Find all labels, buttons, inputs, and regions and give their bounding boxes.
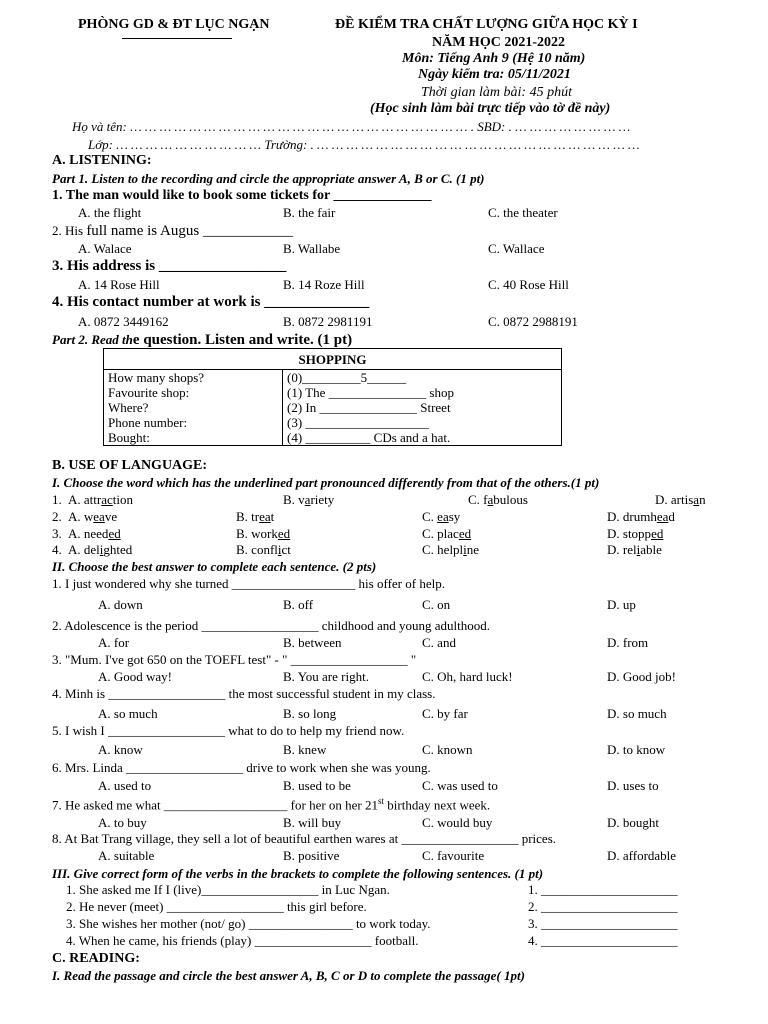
question-text: 4. When he came, his friends (play) __________________ football. [66,933,419,948]
word-part: riety [310,492,335,507]
table-cell: Favourite shop: [104,385,283,400]
word-part: B. confl [236,542,278,557]
superscript: st [378,796,385,806]
section-listening-heading: A. LISTENING: [52,153,152,168]
listening-part1-instruction: Part 1. Listen to the recording and circle the appropriate answer A, B or C. (1 pt) [52,171,485,186]
underlined-part: ea [437,509,449,524]
underlined-part: ea [93,509,105,524]
table-cell: Where? [104,400,283,415]
reading-part1-instruction: I. Read the passage and circle the best answer A, B, C or D to complete the passage( 1pt) [52,968,525,983]
table-cell: Bought: [104,430,283,446]
exam-title: ĐỀ KIỂM TRA CHẤT LƯỢNG GIỮA HỌC KỲ I [335,17,638,32]
answer-option[interactable]: B. off [283,597,314,612]
section-reading-heading: C. READING: [52,951,140,966]
student-class-line: Lớp: … … … … … … … … … … Trường: . … … … … … … … … … … … … … … … … … … … … … … [88,137,640,152]
underlined-part: ed [651,526,664,541]
table-cell: (1) The _______________ shop [283,385,562,400]
word-part: C. [422,509,438,524]
answer-option: A. 0872 3449162 [78,314,169,329]
underlined-part: i [99,542,104,557]
answer-option[interactable]: B. You are right. [283,669,369,684]
word-part: sy [448,509,461,524]
question-text [52,797,490,811]
question-text: 4. Minh is __________________ the most successful student in my class. [52,686,436,701]
answer-option[interactable]: A. to buy [98,815,147,830]
table-row [104,415,562,430]
language-part1-instruction: I. Choose the word which has the underlined part pronounced differently from that of the others.(1 pt) [52,475,600,490]
student-name-line: Họ và tên: … … … … … … … … … … … … … … … … … … … … … … … . SBD: . … … … … … … … … [72,119,631,134]
question-text: 8. At Bat Trang village, they sell a lot of beautiful earthen wares at __________________ prices. [52,831,557,846]
table-cell: How many shops? [104,370,283,386]
answer-option [68,527,121,540]
table-cell: Phone number: [104,415,283,430]
answer-option[interactable]: A. down [98,597,143,612]
word-part: A. w [68,509,94,524]
underlined-part: ac [101,492,113,507]
underlined-part: ea [656,509,669,524]
table-cell: (2) In _______________ Street [283,400,562,415]
question-number: 4. [52,542,62,557]
answer-option: A. Walace [78,241,132,256]
answer-blank[interactable]: 3. _____________________ [528,916,678,931]
word-part: tion [112,492,133,507]
word-part: A. need [68,526,109,541]
underlined-part: ed [108,526,121,541]
answer-option [607,510,675,523]
answer-option [236,527,290,540]
answer-option[interactable]: A. know [98,742,143,757]
answer-option [607,543,662,556]
question-text: 3. His address is _________________ [52,258,287,274]
underlined-part: ed [458,526,472,541]
word-part: A. del [68,542,100,557]
question-text: 5. I wish I __________________ what to do to help my friend now. [52,723,405,738]
word-part: able [640,542,662,557]
word-part: B. work [236,526,278,541]
question-number: 1. [52,492,62,507]
answer-option[interactable]: D. Good job! [607,669,676,684]
answer-option[interactable]: B. so long [283,706,337,721]
word-part: ct [281,542,291,557]
answer-option[interactable]: B. knew [283,742,327,757]
language-part3-instruction: III. Give correct form of the verbs in the brackets to complete the following sentences. (1 pt) [52,866,544,881]
answer-option: C. 40 Rose Hill [488,277,569,292]
answer-option[interactable]: C. was used to [422,778,498,793]
answer-option: C. Wallace [488,241,545,256]
answer-option [68,543,132,556]
answer-option [468,493,528,506]
answer-option[interactable]: C. by far [422,706,468,721]
underlined-part: a [304,492,311,507]
listening-part2-instruction: Part 2. Read the question. Listen and write. (1 pt) [52,332,353,348]
question-text: 2. He never (meet) __________________ this girl before. [66,899,367,914]
exam-note: (Học sinh làm bài trực tiếp vào tờ đề này) [370,101,611,116]
answer-option[interactable]: A. suitable [98,848,155,863]
answer-option[interactable]: A. for [98,635,130,650]
shopping-table [103,348,562,446]
question-text: 2. Adolescence is the period __________________ childhood and young adulthood. [52,618,490,633]
answer-option [68,493,133,506]
word-part: D. drumh [607,509,657,524]
answer-option [422,510,460,523]
word-part: t [270,509,275,524]
question-text: 2. His full name is Augus ____________ [52,223,293,239]
question-number: 3. [52,526,62,541]
school-year: NĂM HỌC 2021-2022 [432,35,565,50]
question-text: 1. The man would like to book some tickets for ______________ [52,188,432,203]
answer-option: A. the flight [78,205,142,220]
section-language-heading: B. USE OF LANGUAGE: [52,458,208,473]
answer-option: B. 14 Roze Hill [283,277,365,292]
answer-option [655,493,706,506]
word-part: D. rel [607,542,637,557]
answer-option[interactable]: A. Good way! [98,669,173,684]
header-divider [122,38,232,39]
answer-option [236,510,274,523]
word-part: A. attr [68,492,102,507]
table-row [104,430,562,446]
word-part: ne [466,542,480,557]
underlined-part: ed [277,526,291,541]
answer-blank[interactable]: 1. _____________________ [528,882,678,897]
answer-option[interactable]: D. affordable [607,848,677,863]
table-cell: (0)_________5______ [283,370,562,386]
answer-blank[interactable]: 4. _____________________ [528,933,678,948]
word-part: n [699,492,706,507]
word-part: d [668,509,675,524]
answer-option: B. 0872 2981191 [283,314,373,329]
answer-option[interactable]: A. used to [98,778,152,793]
question-text: 1. She asked me If I (live)__________________ in Luc Ngan. [66,882,390,897]
word-part: D. stopp [607,526,652,541]
answer-option[interactable]: D. uses to [607,778,659,793]
word-part: bulous [493,492,528,507]
answer-option [283,493,334,506]
answer-option[interactable]: D. bought [607,815,659,830]
answer-option[interactable]: B. between [283,635,342,650]
answer-option[interactable]: C. on [422,597,451,612]
answer-option[interactable]: A. so much [98,706,158,721]
table-row [104,385,562,400]
department-name: PHÒNG GD & ĐT LỤC NGẠN [78,17,270,32]
word-part: C. helpl [422,542,464,557]
table-row [104,370,562,386]
language-part2-instruction: II. Choose the best answer to complete each sentence. (2 pts) [52,559,377,574]
table-title: SHOPPING [104,349,562,370]
answer-option[interactable]: D. up [607,597,636,612]
exam-date: Ngày kiểm tra: 05/11/2021 [418,67,571,82]
underlined-part: ea [259,509,271,524]
answer-blank[interactable]: 2. _____________________ [528,899,678,914]
word-part: D. artis [655,492,694,507]
question-text: 1. I just wondered why she turned ___________________ his offer of help. [52,576,445,591]
answer-option [236,543,291,556]
answer-option [607,527,663,540]
answer-option: C. the theater [488,205,558,220]
exam-subject: Môn: Tiếng Anh 9 (Hệ 10 năm) [402,51,586,66]
table-cell: (3) ___________________ [283,415,562,430]
question-text-part: 7. He asked me what ___________________ for her on her 21 [52,797,379,813]
question-text: 3. "Mum. I've got 650 on the TOEFL test" - " __________________ " [52,652,417,667]
underlined-part: i [463,542,467,557]
exam-duration: Thời gian làm bài: 45 phút [421,85,572,100]
question-text-part: birthday next week. [384,797,491,813]
answer-option[interactable]: D. so much [607,706,667,721]
answer-option: A. 14 Rose Hill [78,277,160,292]
question-text: 4. His contact number at work is ______________ [52,294,370,310]
word-part: C. plac [422,526,459,541]
word-part: ghted [103,542,133,557]
answer-option[interactable]: B. will buy [283,815,342,830]
table-row [104,400,562,415]
question-text: 3. She wishes her mother (not/ go) ________________ to work today. [66,916,431,931]
underlined-part: i [636,542,641,557]
underlined-part: i [277,542,282,557]
word-part: B. v [283,492,305,507]
answer-option: C. 0872 2988191 [488,314,578,329]
underlined-part: a [487,492,494,507]
answer-option[interactable]: B. positive [283,848,340,863]
question-text: 6. Mrs. Linda __________________ drive to work when she was young. [52,760,431,775]
answer-option[interactable]: C. would buy [422,815,493,830]
question-number: 2. [52,509,62,524]
answer-option[interactable]: C. Oh, hard luck! [422,669,513,684]
word-part: ve [104,509,118,524]
answer-option[interactable]: D. from [607,635,649,650]
answer-option: B. the fair [283,205,336,220]
answer-option: B. Wallabe [283,241,341,256]
word-part: C. f [468,492,488,507]
answer-option [422,543,479,556]
answer-option [68,510,117,523]
answer-option[interactable]: D. to know [607,742,666,757]
answer-option[interactable]: C. favourite [422,848,485,863]
word-part: B. tr [236,509,260,524]
underlined-part: a [693,492,700,507]
answer-option [422,527,471,540]
answer-option[interactable]: B. used to be [283,778,351,793]
answer-option[interactable]: C. and [422,635,456,650]
answer-option[interactable]: C. known [422,742,473,757]
table-cell: (4) __________ CDs and a hat. [283,430,562,446]
